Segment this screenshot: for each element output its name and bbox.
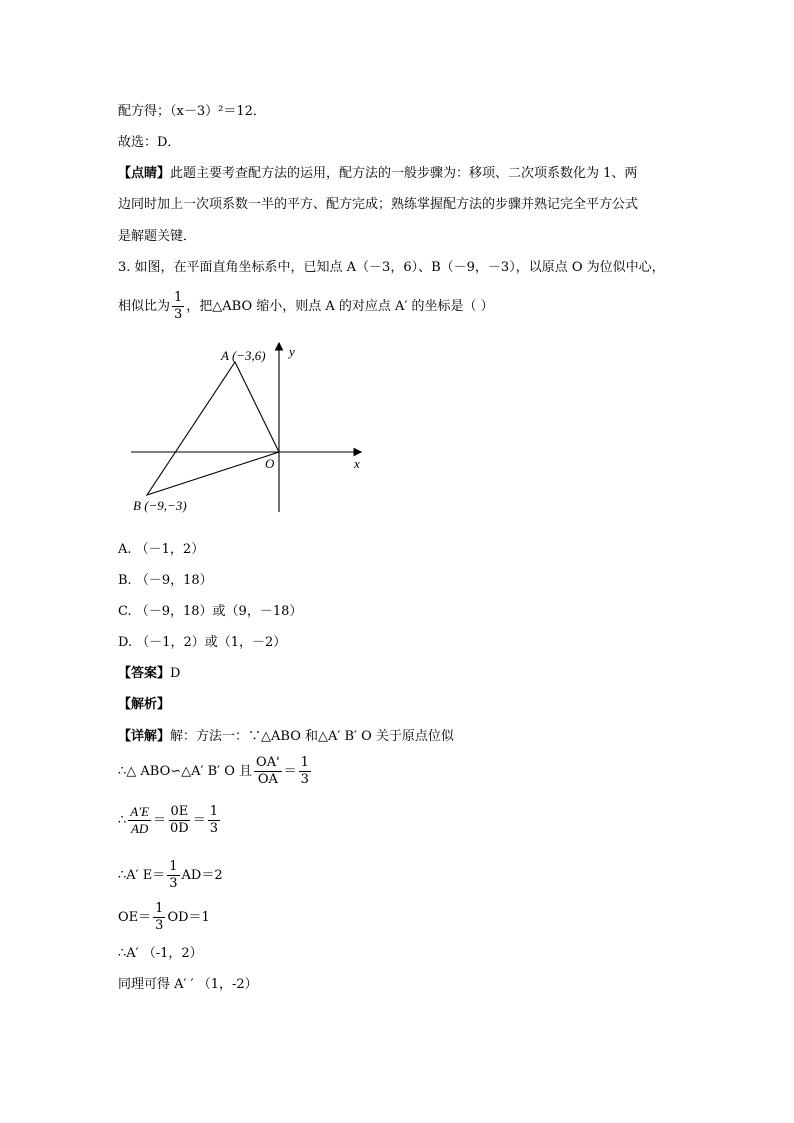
question-3-line-1: 3. 如图，在平面直角坐标系中，已知点 A（－3，6）、B（－9，－3），以原点 O 为位似中心， bbox=[118, 260, 665, 275]
proportion-step: ∴ $\frac{A'E}{AD}$ ＝ $\frac{0E}{0D}$ ＝ $\frac{1}{3}$ bbox=[118, 804, 219, 836]
option-c: C. （－9，18）或（9，－18） bbox=[118, 604, 303, 619]
option-a: A. （－1，2） bbox=[118, 542, 205, 557]
x-axis-label: x bbox=[354, 456, 360, 471]
answer-line bbox=[118, 664, 180, 684]
origin-label: O bbox=[265, 456, 275, 471]
ae-ad-fraction: $\frac{A'E}{AD}$ bbox=[130, 804, 150, 836]
detail-text: 解：方法一：∵△ABO 和△A′ B′ O 关于原点位似 bbox=[170, 729, 454, 744]
option-d: D. （－1，2）或（1，－2） bbox=[118, 635, 287, 650]
oa-ratio-fraction: $\frac{OA'}{OA}$ bbox=[256, 755, 280, 787]
result-a-double-prime: 同理可得 A′ ′ （1，-2） bbox=[118, 977, 258, 992]
y-axis-label: y bbox=[289, 344, 295, 359]
point-a-label: A (−3,6) bbox=[221, 348, 266, 363]
answer-tag: 【答案】 bbox=[118, 666, 171, 681]
point-b-label: B (−9,−3) bbox=[133, 498, 187, 513]
one-third-fraction-4: $\frac{1}{3}$ bbox=[155, 901, 164, 933]
step-complete-square: 配方得；（x－3）²＝12． bbox=[118, 104, 266, 119]
q3-ratio-prefix: 相似比为 bbox=[118, 299, 171, 314]
one-third-fraction: $\frac{1}{3}$ bbox=[300, 755, 309, 787]
tip-line-2: 边同时加上一次项系数一半的平方、配方完成；熟练掌握配方法的步骤并熟记完全平方公式 bbox=[118, 197, 639, 212]
choice-statement: 故选：D． bbox=[118, 135, 181, 150]
analysis-heading: 【解析】 bbox=[118, 697, 171, 712]
question-3-line-2 bbox=[118, 288, 494, 326]
answer-value: D bbox=[170, 666, 181, 681]
detail-tag: 【详解】 bbox=[118, 729, 171, 744]
tip-text: 此题主要考查配方法的运用，配方法的一般步骤为：移项、二次项系数化为 1、两 bbox=[170, 166, 638, 181]
coordinate-diagram bbox=[128, 340, 368, 518]
tip-line-1 bbox=[118, 164, 637, 184]
tip-tag: 【点睛】 bbox=[118, 166, 171, 181]
tip-line-3: 是解题关键． bbox=[118, 229, 197, 244]
similarity-step: ∴△ ABO∽△A′ B′ O 且 $\frac{OA'}{OA}$ ＝ $\frac{1}{3}$ bbox=[118, 755, 309, 787]
one-third-fraction-3: $\frac{1}{3}$ bbox=[169, 859, 178, 891]
triangle-abo bbox=[147, 362, 279, 495]
q3-ratio-suffix: ，把△ABO 缩小，则点 A 的对应点 A′ 的坐标是（ ） bbox=[186, 299, 494, 314]
result-a-prime: ∴A′ （-1，2） bbox=[118, 946, 203, 961]
ae-length-step: ∴A′ E＝ $\frac{1}{3}$ AD＝2 bbox=[118, 859, 223, 891]
one-third-fraction-2: $\frac{1}{3}$ bbox=[209, 804, 219, 836]
oe-length-step: OE＝ $\frac{1}{3}$ OD＝1 bbox=[118, 901, 210, 933]
ratio-fraction: $\frac{1}{3}$ bbox=[174, 290, 183, 322]
option-b: B. （－9，18） bbox=[118, 573, 213, 588]
oe-od-fraction: $\frac{0E}{0D}$ bbox=[170, 804, 189, 836]
detail-line bbox=[118, 727, 454, 747]
